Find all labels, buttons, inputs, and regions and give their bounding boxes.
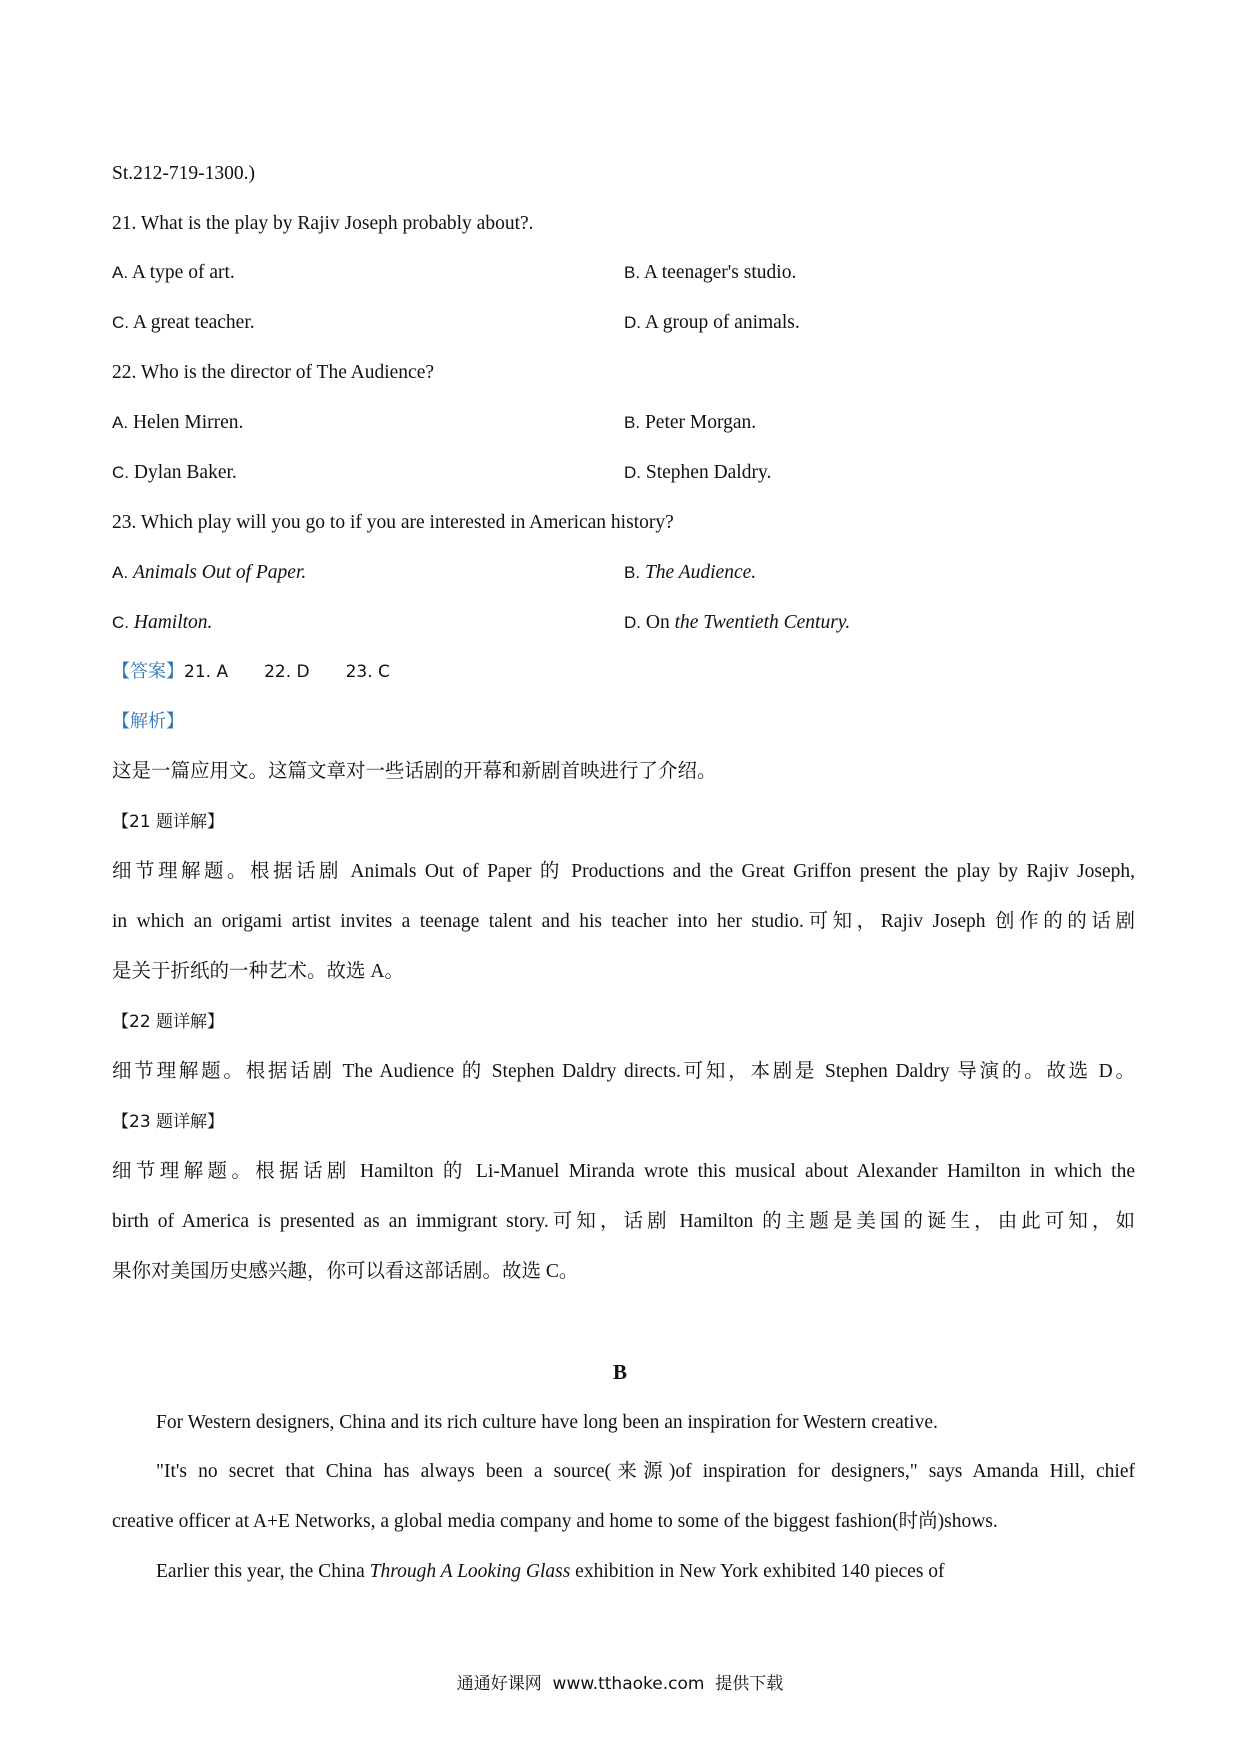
option-text: A type of art.	[131, 262, 235, 283]
detail-21-line: 细节理解题。根据话剧 Animals Out of Paper 的 Productions and the Great Griffon present the play by Rajiv Joseph,	[112, 861, 1135, 882]
page-footer: 通通好课网 www.tthaoke.com 提供下载	[456, 1674, 784, 1694]
analysis-label: 【解析】	[112, 711, 184, 732]
q23-option-c	[112, 610, 212, 636]
option-label: D.	[624, 463, 641, 482]
answer-label: 【答案】	[112, 661, 184, 682]
option-label: D.	[624, 313, 641, 332]
question-22-stem: 22. Who is the director of The Audience?	[112, 362, 435, 383]
detail-22-line: 细节理解题。根据话剧 The Audience 的 Stephen Daldry directs.可知，本剧是 Stephen Daldry 导演的。故选 D。	[112, 1061, 1135, 1082]
q22-option-b	[624, 410, 756, 436]
exhibition-title: Through A Looking Glass	[369, 1561, 571, 1582]
option-label: B.	[624, 413, 641, 432]
option-text: Stephen Daldry.	[645, 462, 772, 483]
option-text: A great teacher.	[132, 312, 255, 333]
q22-option-d	[624, 460, 771, 486]
question-23-stem: 23. Which play will you go to if you are interested in American history?	[112, 512, 674, 533]
section-b-paragraph-1: For Western designers, China and its rich culture have long been an inspiration for Western creative.	[156, 1412, 938, 1433]
option-text: A group of animals.	[644, 312, 800, 333]
section-b-title: B	[612, 1360, 627, 1384]
q22-option-c	[112, 460, 237, 486]
answer-21: 21. A	[184, 662, 229, 682]
option-label: D.	[624, 613, 641, 632]
q23-option-b	[624, 560, 756, 586]
answer-line	[112, 659, 390, 685]
section-b-paragraph-2-line-2: creative officer at A+E Networks, a global media company and home to some of the biggest fashion(时尚)shows.	[112, 1511, 998, 1532]
option-text: Hamilton.	[133, 612, 213, 633]
option-text: Helen Mirren.	[132, 412, 244, 433]
option-text: the Twentieth Century.	[674, 612, 851, 633]
q21-option-b	[624, 260, 796, 286]
option-text: The Audience.	[644, 562, 757, 583]
q21-option-a	[112, 260, 235, 286]
detail-22-heading: 【22 题详解】	[112, 1012, 225, 1032]
section-b-paragraph-2-line-1: "It's no secret that China has always been a source(来源)of inspiration for designers," says Amanda Hill, chief	[156, 1461, 1135, 1482]
continuation-text: St.212-719-1300.)	[112, 163, 255, 184]
question-21-stem: 21. What is the play by Rajiv Joseph probably about?.	[112, 213, 534, 234]
detail-23-line: 细节理解题。根据话剧 Hamilton 的 Li-Manuel Miranda wrote this musical about Alexander Hamilton in which the	[112, 1161, 1135, 1182]
q23-option-a	[112, 560, 306, 586]
q23-option-d	[624, 610, 850, 636]
option-label: A.	[112, 413, 129, 432]
detail-23-line: 果你对美国历史感兴趣，你可以看这部话剧。故选 C。	[112, 1261, 579, 1282]
section-b-paragraph-3	[156, 1559, 945, 1585]
q22-option-a	[112, 410, 243, 436]
option-label: C.	[112, 613, 129, 632]
answer-22: 22. D	[264, 662, 310, 682]
option-text: Dylan Baker.	[133, 462, 237, 483]
q21-option-d	[624, 310, 800, 336]
detail-23-line: birth of America is presented as an immigrant story.可知，话剧 Hamilton 的主题是美国的诞生，由此可知，如	[112, 1211, 1135, 1232]
text: Earlier this year, the China	[156, 1561, 370, 1582]
answer-23: 23. C	[345, 662, 390, 682]
option-text: Peter Morgan.	[644, 412, 757, 433]
q21-option-c	[112, 310, 255, 336]
option-label: B.	[624, 563, 641, 582]
option-text-prefix: On	[645, 612, 675, 633]
option-label: A.	[112, 263, 129, 282]
option-label: B.	[624, 263, 641, 282]
detail-23-heading: 【23 题详解】	[112, 1112, 225, 1132]
detail-21-heading: 【21 题详解】	[112, 812, 225, 832]
option-label: C.	[112, 313, 129, 332]
option-label: C.	[112, 463, 129, 482]
detail-21-line: in which an origami artist invites a teenage talent and his teacher into her studio.可知，Rajiv Joseph 创作的的话剧	[112, 911, 1135, 932]
option-label: A.	[112, 563, 129, 582]
detail-21-line: 是关于折纸的一种艺术。故选 A。	[112, 961, 404, 982]
analysis-intro: 这是一篇应用文。这篇文章对一些话剧的开幕和新剧首映进行了介绍。	[112, 761, 717, 782]
option-text: A teenager's studio.	[643, 262, 797, 283]
option-text: Animals Out of Paper.	[132, 562, 307, 583]
text: exhibition in New York exhibited 140 pieces of	[570, 1561, 945, 1582]
